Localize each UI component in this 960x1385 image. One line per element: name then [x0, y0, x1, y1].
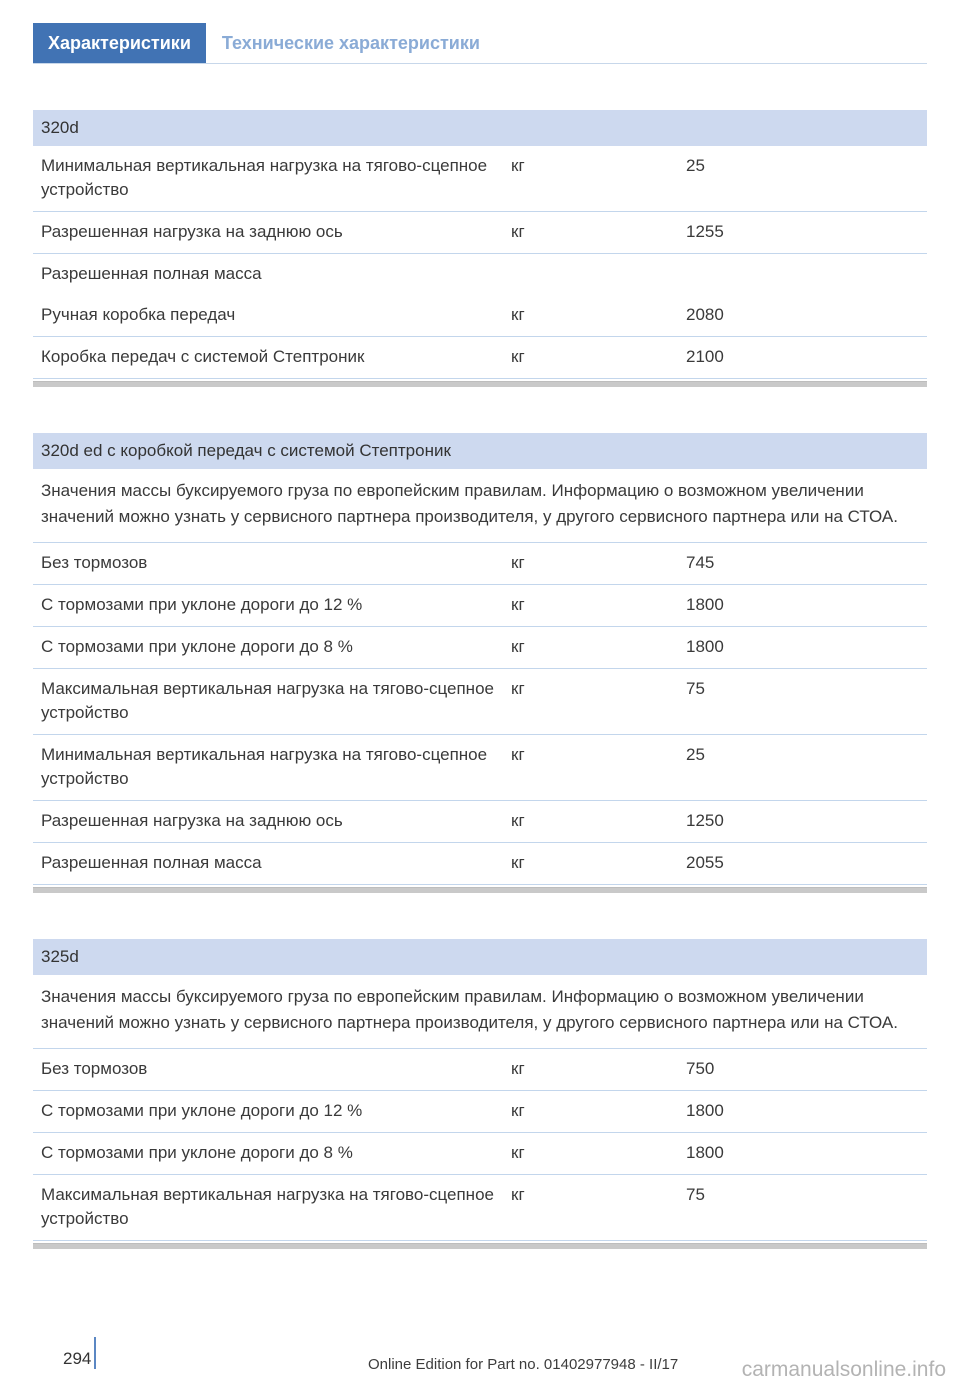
table-end-rule: [33, 887, 927, 893]
page-number-rule: [94, 1337, 96, 1369]
row-label: Разрешенная нагрузка на заднюю ось: [41, 222, 343, 241]
row-value: 745: [686, 553, 715, 572]
spec-section: [33, 939, 927, 1249]
row-value: 750: [686, 1059, 715, 1078]
row-label: Минимальная вертикальная нагрузка на тягово-сцепное устройство: [41, 156, 488, 199]
page-header: [33, 23, 927, 64]
row-value: 1800: [686, 1101, 724, 1120]
row-unit: кг: [511, 1185, 525, 1204]
edition-note: Online Edition for Part no. 01402977948 - II/17: [368, 1356, 679, 1373]
row-label: Без тормозов: [41, 553, 148, 572]
page-subtitle: Технические характеристики: [221, 33, 480, 53]
row-label: С тормозами при уклоне дороги до 8 %: [41, 637, 353, 656]
table-row: [33, 295, 927, 337]
row-unit: кг: [511, 347, 525, 366]
row-value: 1800: [686, 595, 724, 614]
section-intro: Значения массы буксируемого груза по европейским правилам. Информацию о возможном увеличении значений можно узнать у сервисного партнера производителя, у другого сервисного партнера или на СТОА.: [33, 469, 927, 543]
table-end-rule: [33, 1243, 927, 1249]
row-label: С тормозами при уклоне дороги до 12 %: [41, 1101, 363, 1120]
table-row: [33, 1175, 927, 1241]
row-unit: кг: [511, 745, 525, 764]
row-unit: кг: [511, 222, 525, 241]
row-value: 25: [686, 156, 705, 175]
table-row: [33, 1091, 927, 1133]
row-label: С тормозами при уклоне дороги до 12 %: [41, 595, 363, 614]
row-label: Минимальная вертикальная нагрузка на тягово-сцепное устройство: [41, 745, 488, 788]
table-row: [33, 735, 927, 801]
row-unit: кг: [511, 1143, 525, 1162]
manual-page: [0, 23, 960, 1381]
row-label: Коробка передач с системой Стептроник: [41, 347, 365, 366]
row-label: Максимальная вертикальная нагрузка на тягово-сцепное устройство: [41, 1185, 494, 1228]
table-row: [33, 146, 927, 212]
table-row: [33, 254, 927, 295]
row-unit: кг: [511, 853, 525, 872]
row-label: Ручная коробка передач: [41, 305, 236, 324]
section-rows: [33, 543, 927, 885]
watermark-text: carmanualsonline.info: [741, 1358, 946, 1381]
row-value: 1250: [686, 811, 724, 830]
section-title: 320d ed с коробкой передач с системой Стептроник: [33, 433, 927, 469]
row-value: 1800: [686, 1143, 724, 1162]
row-label: Разрешенная нагрузка на заднюю ось: [41, 811, 343, 830]
row-value: 75: [686, 679, 705, 698]
sections-container: [33, 110, 927, 1249]
row-label: Разрешенная полная масса: [41, 853, 262, 872]
table-row: [33, 1133, 927, 1175]
row-unit: кг: [511, 156, 525, 175]
table-end-rule: [33, 381, 927, 387]
row-unit: кг: [511, 679, 525, 698]
row-value: 2055: [686, 853, 724, 872]
page-number: 294: [63, 1349, 92, 1368]
row-unit: кг: [511, 595, 525, 614]
table-row: [33, 627, 927, 669]
table-row: [33, 669, 927, 735]
row-value: 25: [686, 745, 705, 764]
row-label: Разрешенная полная масса: [41, 264, 262, 283]
table-row: [33, 212, 927, 254]
spec-section: [33, 433, 927, 893]
table-row: [33, 337, 927, 379]
section-intro: Значения массы буксируемого груза по европейским правилам. Информацию о возможном увеличении значений можно узнать у сервисного партнера производителя, у другого сервисного партнера или на СТОА.: [33, 975, 927, 1049]
table-row: [33, 801, 927, 843]
row-value: 75: [686, 1185, 705, 1204]
chapter-tab: Характеристики: [33, 23, 206, 63]
table-row: [33, 843, 927, 885]
row-label: Максимальная вертикальная нагрузка на тягово-сцепное устройство: [41, 679, 494, 722]
row-unit: кг: [511, 305, 525, 324]
spec-section: [33, 110, 927, 387]
section-rows: [33, 1049, 927, 1241]
row-value: 2100: [686, 347, 724, 366]
row-unit: кг: [511, 1059, 525, 1078]
row-value: 1800: [686, 637, 724, 656]
table-row: [33, 1049, 927, 1091]
row-unit: кг: [511, 637, 525, 656]
row-value: 1255: [686, 222, 724, 241]
section-title: 325d: [33, 939, 927, 975]
row-value: 2080: [686, 305, 724, 324]
table-row: [33, 543, 927, 585]
row-label: Без тормозов: [41, 1059, 148, 1078]
section-rows: [33, 146, 927, 379]
page-number-block: [63, 1337, 96, 1369]
section-title: 320d: [33, 110, 927, 146]
row-unit: кг: [511, 553, 525, 572]
row-unit: кг: [511, 811, 525, 830]
row-unit: кг: [511, 1101, 525, 1120]
row-label: С тормозами при уклоне дороги до 8 %: [41, 1143, 353, 1162]
table-row: [33, 585, 927, 627]
